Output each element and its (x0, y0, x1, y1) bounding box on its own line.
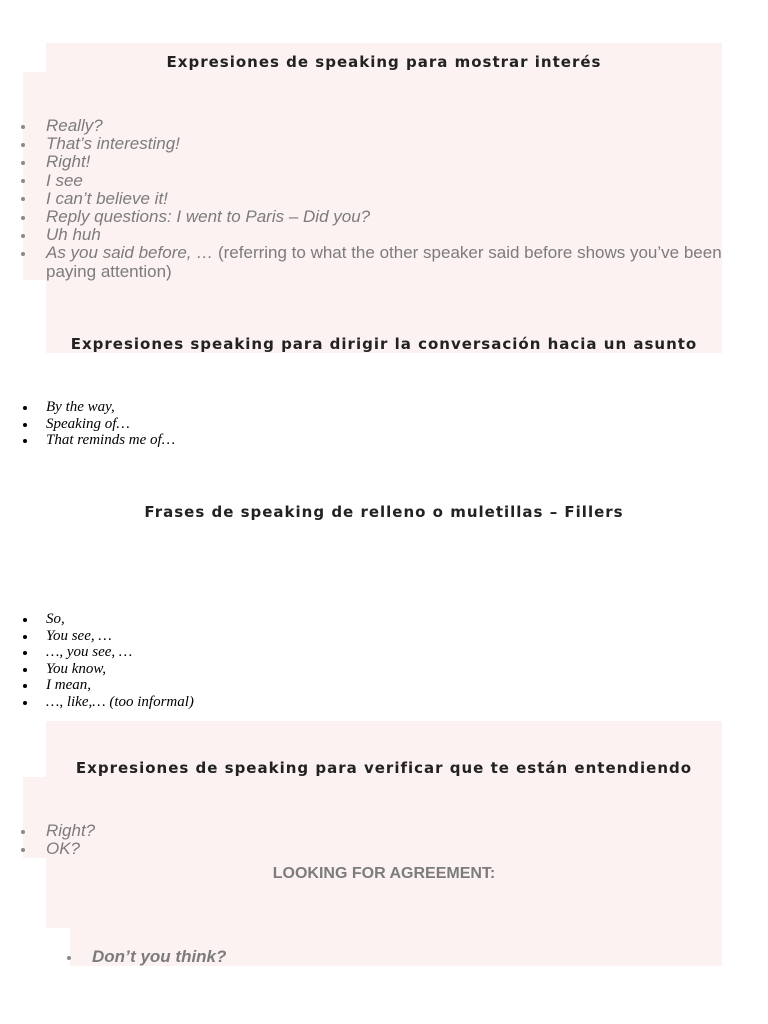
list-item: I mean, (0, 677, 722, 694)
section-heading-direct-conversation: Expresiones speaking para dirigir la conversación hacia un asunto (70, 335, 698, 353)
list-item: That’s interesting! (0, 135, 722, 153)
list-item: I see (0, 172, 722, 190)
fillers-list (0, 611, 722, 711)
list-item: Right! (0, 153, 722, 171)
list-item: Don’t you think? (46, 948, 722, 966)
list-item: So, (0, 611, 722, 628)
list-item: Right? (0, 822, 722, 840)
list-item: OK? (0, 840, 722, 858)
interest-expressions-list (0, 117, 722, 281)
list-item: As you said before, … (referring to what the other speaker said before shows you’ve been paying attention) (0, 244, 722, 280)
list-item: …, like,… (too informal) (0, 694, 722, 711)
agreement-list (46, 948, 722, 966)
section-heading-fillers: Frases de speaking de relleno o muletillas – Fillers (144, 503, 624, 521)
looking-for-agreement-label: LOOKING FOR AGREEMENT: (272, 865, 496, 882)
list-item: By the way, (0, 399, 722, 416)
section-heading-interest: Expresiones de speaking para mostrar interés (166, 53, 602, 71)
direct-conversation-list (0, 399, 722, 449)
list-item: Really? (0, 117, 722, 135)
list-item: Speaking of… (0, 416, 722, 433)
list-item: I can’t believe it! (0, 190, 722, 208)
checking-understanding-list (0, 822, 722, 858)
list-item: Reply questions: I went to Paris – Did you? (0, 208, 722, 226)
list-item: You know, (0, 661, 722, 678)
list-item: Uh huh (0, 226, 722, 244)
section-heading-checking-understanding: Expresiones de speaking para verificar que te están entendiendo (75, 759, 693, 777)
list-item: That reminds me of… (0, 432, 722, 449)
list-item: …, you see, … (0, 644, 722, 661)
list-item: You see, … (0, 628, 722, 645)
